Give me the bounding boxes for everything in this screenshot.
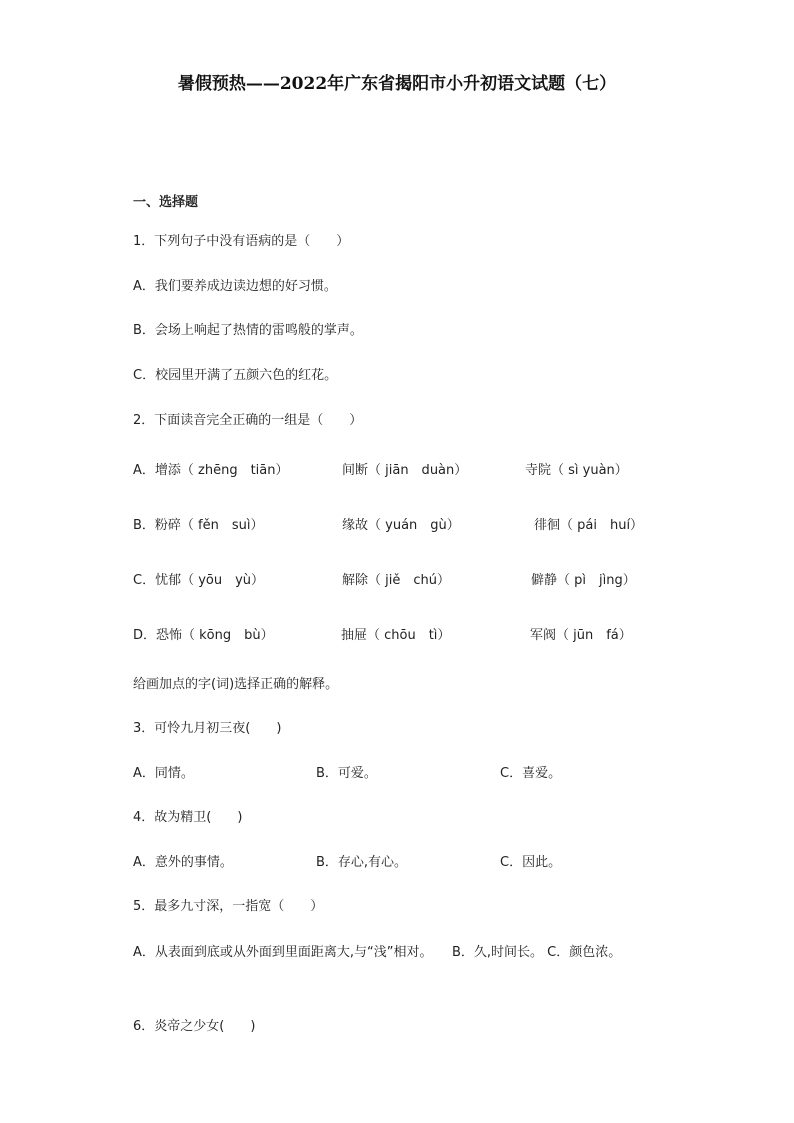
question-4-stem: 4．故为精卫( )	[133, 810, 243, 825]
question-2-stem: 2．下面读音完全正确的一组是（ ）	[133, 413, 363, 428]
question-2-option-cell: 缘故（ yuán gù）	[342, 518, 460, 533]
question-2-option-cell: C．忧郁（ yōu yù）	[133, 573, 265, 588]
question-2-option-cell: 间断（ jiān duàn）	[342, 463, 468, 478]
question-2-option-cell: A．增添（ zhēng tiān）	[133, 463, 289, 478]
section-heading: 一、选择题	[133, 195, 199, 210]
question-2-option-cell: 徘徊（ pái huí）	[534, 518, 644, 533]
question-6-stem: 6．炎帝之少女( )	[133, 1019, 256, 1034]
question-2-option-cell: B．粉碎（ fěn suì）	[133, 518, 264, 533]
question-2-option-cell: 寺院（ sì yuàn）	[525, 463, 628, 478]
question-4-option-b: B．存心,有心。	[316, 855, 408, 870]
question-1-option-a: A．我们要养成边读边想的好习惯。	[133, 279, 337, 294]
question-5-stem: 5．最多九寸深，一指宽（ ）	[133, 899, 324, 914]
question-2-option-cell: 僻静（ pì jìng）	[531, 573, 636, 588]
question-4-option-a: A．意外的事情。	[133, 855, 233, 870]
question-2-option-cell: D．恐怖（ kōng bù）	[133, 628, 274, 643]
question-3-stem: 3．可怜九月初三夜( )	[133, 721, 282, 736]
question-1-option-c: C．校园里开满了五颜六色的红花。	[133, 368, 338, 383]
question-2-option-cell: 军阀（ jūn fá）	[530, 628, 632, 643]
page-title: 暑假预热——2022年广东省揭阳市小升初语文试题（七）	[177, 74, 617, 94]
question-3-option-a: A．同情。	[133, 766, 194, 781]
question-2-option-cell: 抽屉（ chōu tì）	[341, 628, 451, 643]
question-5-options: A．从表面到底或从外面到里面距离大,与“浅”相对。 B．久,时间长。 C．颜色浓。	[133, 945, 622, 960]
question-1-option-b: B．会场上响起了热情的雷鸣般的掌声。	[133, 323, 363, 338]
question-2-option-cell: 解除（ jiě chú）	[342, 573, 450, 588]
question-3-option-c: C．喜爱。	[500, 766, 562, 781]
instruction-text: 给画加点的字(词)选择正确的解释。	[133, 677, 339, 692]
question-4-option-c: C．因此。	[500, 855, 562, 870]
question-1-stem: 1．下列句子中没有语病的是（ ）	[133, 234, 350, 249]
question-3-option-b: B．可爱。	[316, 766, 377, 781]
